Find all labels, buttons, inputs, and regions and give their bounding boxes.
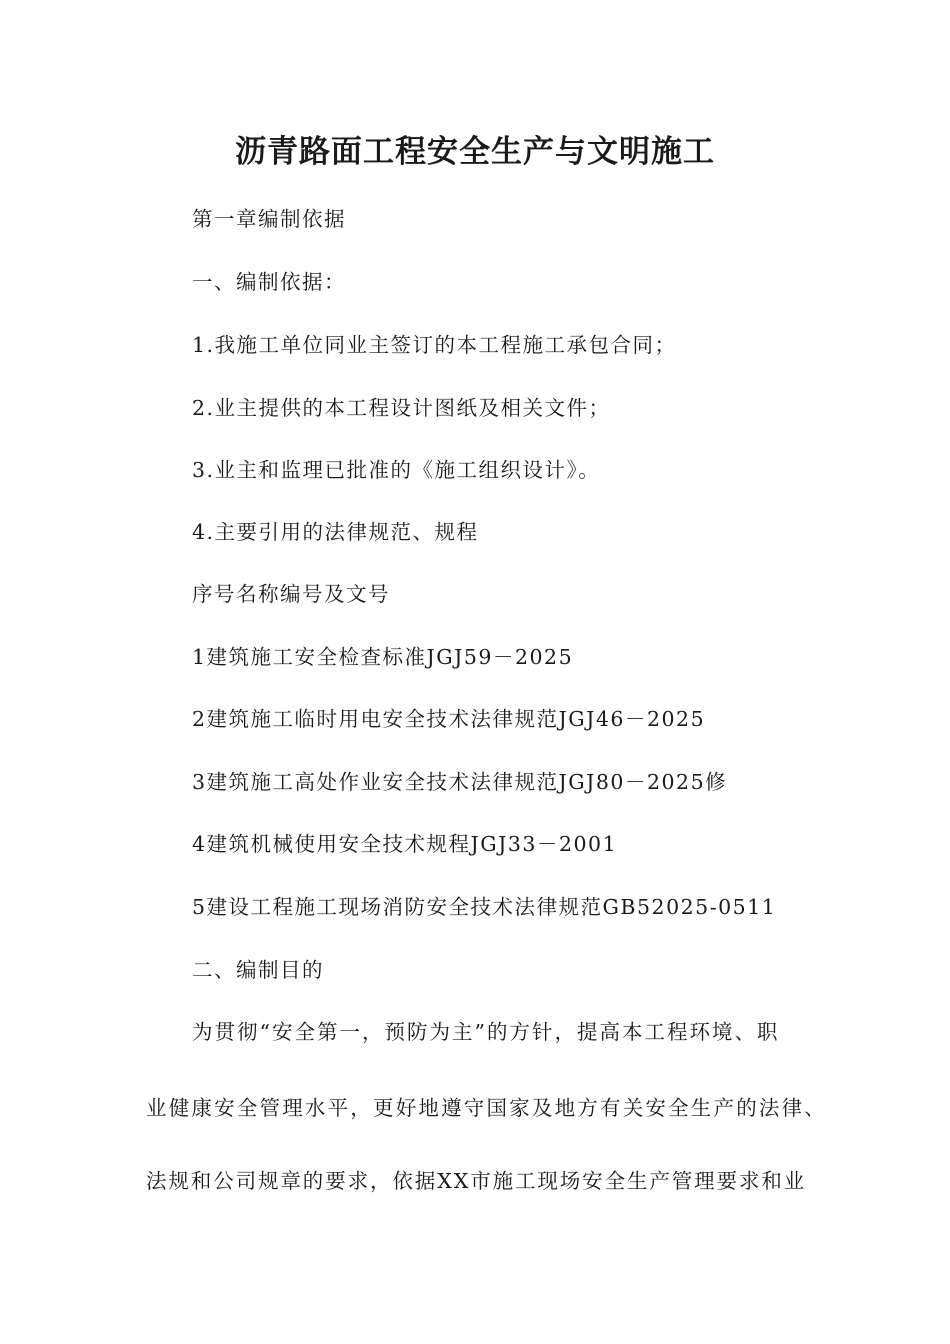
chapter-heading: 第一章编制依据 [192,207,346,231]
basis-item-3: 3.业主和监理已批准的《施工组织设计》。 [192,458,601,482]
document-title: 沥青路面工程安全生产与文明施工 [235,134,715,170]
standard-item-3: 3建筑施工高处作业安全技术法律规范JGJ80－2025修 [192,770,728,794]
basis-item-4: 4.主要引用的法律规范、规程 [192,520,479,544]
basis-item-2: 2.业主提供的本工程设计图纸及相关文件； [192,396,611,420]
standard-item-5: 5建设工程施工现场消防安全技术法律规范GB52025-0511 [192,895,777,919]
section-heading-basis: 一、编制依据： [192,270,346,294]
standard-item-1: 1建筑施工安全检查标准JGJ59－2025 [192,645,574,669]
standard-item-2: 2建筑施工临时用电安全技术法律规范JGJ46－2025 [192,707,706,731]
standards-header: 序号名称编号及文号 [192,582,390,606]
paragraph-line-3: 法规和公司规章的要求，依据XX市施工现场安全生产管理要求和业 [146,1169,807,1193]
standard-item-4: 4建筑机械使用安全技术规程JGJ33－2001 [192,832,618,856]
basis-item-1: 1.我施工单位同业主签订的本工程施工承包合同； [192,333,677,357]
paragraph-line-1: 为贯彻“安全第一，预防为主”的方针，提高本工程环境、职 [192,1020,780,1044]
paragraph-line-2: 业健康安全管理水平，更好地遵守国家及地方有关安全生产的法律、 [146,1096,827,1120]
section-heading-purpose: 二、编制目的 [192,958,324,982]
